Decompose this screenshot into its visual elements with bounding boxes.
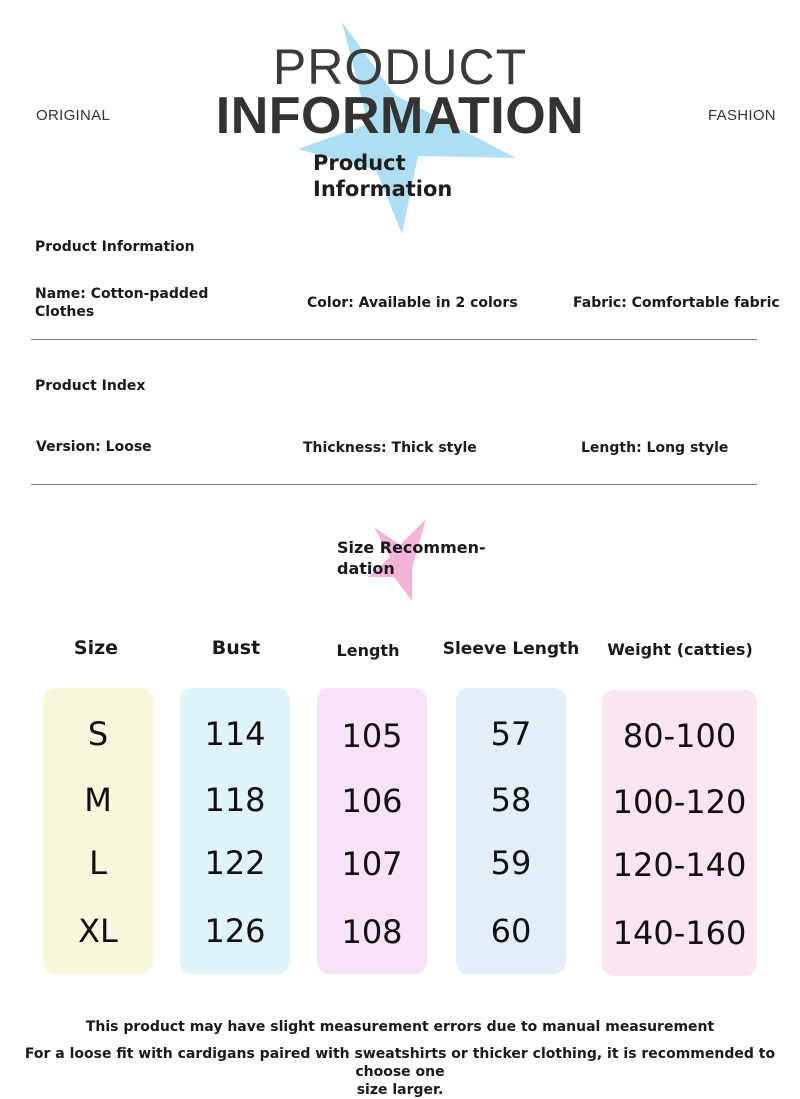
- product-name-line2: Clothes: [35, 304, 95, 320]
- size-cell: XL: [78, 912, 118, 950]
- weight-cell: 140-160: [612, 914, 747, 952]
- header-length: Length: [336, 641, 400, 660]
- product-length: Length: Long style: [581, 440, 729, 456]
- product-name-line1: Name: Cotton-padded: [35, 286, 209, 302]
- length-cell: 106: [341, 782, 403, 820]
- sleeve-length-cell: 60: [490, 912, 532, 950]
- sleeve-length-cell: 59: [490, 844, 532, 882]
- product-information-heading: Product Information: [35, 239, 195, 255]
- length-cell: 105: [341, 717, 403, 755]
- product-thickness: Thickness: Thick style: [303, 440, 477, 456]
- header-subtitle-line2: Information: [313, 177, 453, 201]
- size-cell: L: [89, 844, 107, 882]
- bust-column: [180, 688, 290, 974]
- title-product: PRODUCT: [272, 39, 528, 95]
- header-subtitle: [313, 150, 513, 202]
- sleeve-length-column: [456, 688, 566, 974]
- fit-note: [20, 1045, 780, 1099]
- bust-cell: 126: [204, 912, 266, 950]
- length-column: [317, 688, 427, 974]
- size-recommendation-line1: Size Recommen-: [337, 538, 486, 557]
- bust-cell: 118: [204, 781, 266, 819]
- weight-column: [602, 690, 757, 976]
- size-column: [43, 688, 153, 974]
- sleeve-length-cell: 58: [490, 781, 532, 819]
- product-color: Color: Available in 2 colors: [307, 295, 518, 311]
- product-index-heading: Product Index: [35, 378, 146, 394]
- header-sleeve-length: Sleeve Length: [442, 639, 580, 659]
- divider: [31, 484, 757, 485]
- size-cell: S: [87, 715, 109, 753]
- weight-cell: 100-120: [612, 783, 747, 821]
- fit-note-line2: size larger.: [356, 1082, 444, 1098]
- bust-cell: 122: [204, 844, 266, 882]
- length-cell: 108: [341, 913, 403, 951]
- title-information: INFORMATION: [215, 87, 585, 145]
- fit-note-line1: For a loose fit with cardigans paired with sweatshirts or thicker clothing, it is recommended to choose one: [24, 1046, 776, 1080]
- length-cell: 107: [341, 845, 403, 883]
- header-subtitle-line1: Product: [313, 151, 406, 175]
- weight-cell: 120-140: [612, 846, 747, 884]
- size-cell: M: [84, 781, 112, 819]
- sleeve-length-cell: 57: [490, 715, 532, 753]
- fashion-tag: FASHION: [708, 107, 776, 124]
- product-name: [35, 285, 208, 321]
- weight-cell: 80-100: [622, 717, 737, 755]
- size-recommendation-line2: dation: [337, 559, 395, 578]
- header-weight: Weight (catties): [607, 640, 753, 659]
- product-fabric: Fabric: Comfortable fabric: [573, 295, 780, 311]
- header-size: Size: [73, 637, 119, 659]
- bust-cell: 114: [204, 715, 266, 753]
- measurement-note: This product may have slight measurement errors due to manual measurement: [85, 1019, 715, 1035]
- product-version: Version: Loose: [36, 439, 152, 455]
- original-tag: ORIGINAL: [36, 107, 111, 124]
- size-recommendation-title: [337, 537, 507, 579]
- divider: [31, 339, 757, 340]
- header-bust: Bust: [211, 637, 261, 659]
